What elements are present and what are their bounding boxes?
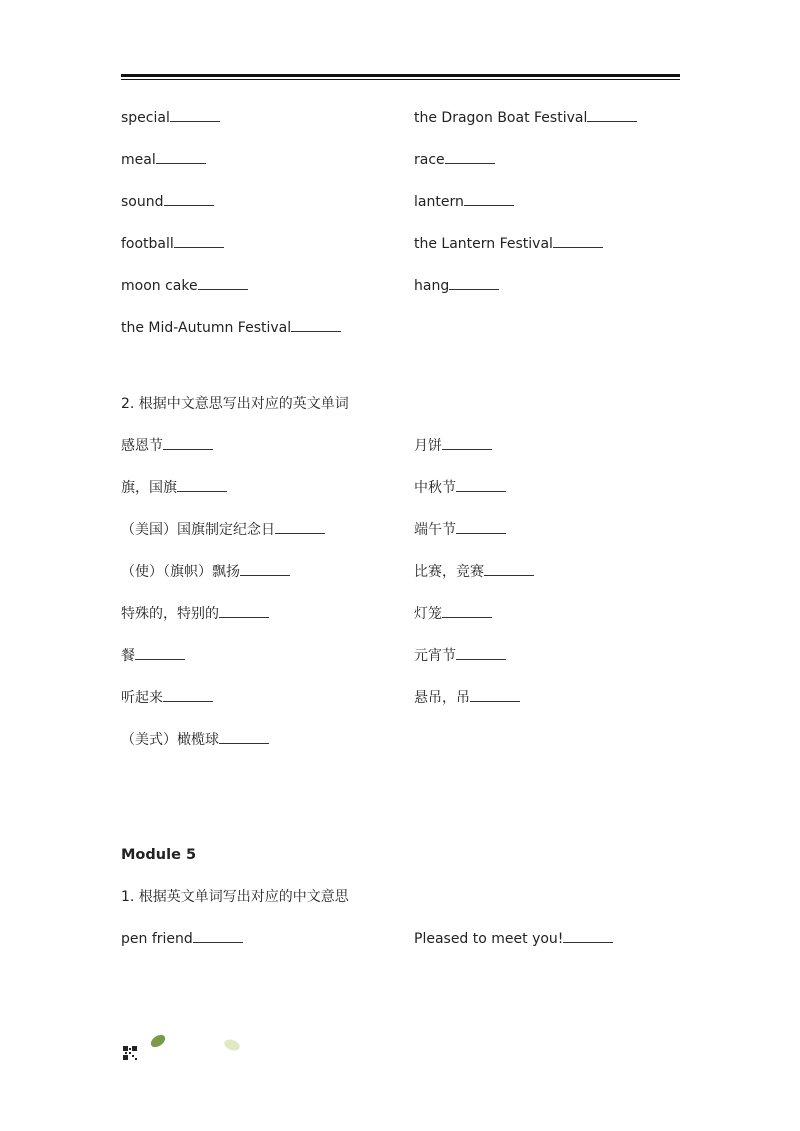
vocab-item: 旗，国旗: [121, 478, 227, 498]
vocab-item: the Dragon Boat Festival: [414, 108, 637, 128]
qr-code-icon: [123, 1046, 137, 1060]
answer-blank[interactable]: [449, 276, 499, 290]
vocab-item: （使）（旗帜）飘扬: [121, 562, 290, 582]
answer-blank[interactable]: [456, 520, 506, 534]
header-rule-thin: [121, 79, 680, 80]
vocab-item: 端午节: [414, 520, 506, 540]
leaf-decoration-icon: [223, 1038, 241, 1053]
answer-blank[interactable]: [456, 646, 506, 660]
answer-blank[interactable]: [193, 929, 243, 943]
answer-blank[interactable]: [164, 192, 214, 206]
vocab-item: special: [121, 108, 220, 128]
answer-blank[interactable]: [553, 234, 603, 248]
vocab-item: 中秋节: [414, 478, 506, 498]
vocab-item: 特殊的，特别的: [121, 604, 269, 624]
vocab-item: （美式）橄榄球: [121, 730, 269, 750]
answer-blank[interactable]: [484, 562, 534, 576]
answer-blank[interactable]: [135, 646, 185, 660]
vocab-item: the Mid-Autumn Festival: [121, 318, 341, 338]
answer-blank[interactable]: [445, 150, 495, 164]
vocab-item: football: [121, 234, 224, 254]
section-heading: 2. 根据中文意思写出对应的英文单词: [121, 396, 349, 412]
vocab-item: 灯笼: [414, 604, 492, 624]
answer-blank[interactable]: [442, 604, 492, 618]
answer-blank[interactable]: [240, 562, 290, 576]
vocab-item: 月饼: [414, 436, 492, 456]
answer-blank[interactable]: [219, 730, 269, 744]
vocab-item: lantern: [414, 192, 514, 212]
answer-blank[interactable]: [563, 929, 613, 943]
answer-blank[interactable]: [156, 150, 206, 164]
vocab-item: （美国）国旗制定纪念日: [121, 520, 325, 540]
answer-blank[interactable]: [163, 688, 213, 702]
answer-blank[interactable]: [442, 436, 492, 450]
module-title: Module 5: [121, 847, 197, 863]
vocab-item: race: [414, 150, 495, 170]
vocab-item: meal: [121, 150, 206, 170]
vocab-item: pen friend: [121, 929, 243, 949]
answer-blank[interactable]: [163, 436, 213, 450]
answer-blank[interactable]: [275, 520, 325, 534]
answer-blank[interactable]: [170, 108, 220, 122]
vocab-item: 餐: [121, 646, 185, 666]
section-heading: 1. 根据英文单词写出对应的中文意思: [121, 889, 349, 905]
answer-blank[interactable]: [291, 318, 341, 332]
answer-blank[interactable]: [177, 478, 227, 492]
vocab-item: moon cake: [121, 276, 248, 296]
vocab-item: sound: [121, 192, 214, 212]
vocab-item: Pleased to meet you!: [414, 929, 613, 949]
answer-blank[interactable]: [470, 688, 520, 702]
answer-blank[interactable]: [198, 276, 248, 290]
header-rule-thick: [121, 74, 680, 77]
leaf-decoration-icon: [149, 1032, 168, 1049]
vocab-item: the Lantern Festival: [414, 234, 603, 254]
answer-blank[interactable]: [464, 192, 514, 206]
vocab-item: 悬吊，吊: [414, 688, 520, 708]
vocab-item: 比赛，竞赛: [414, 562, 534, 582]
vocab-item: 听起来: [121, 688, 213, 708]
answer-blank[interactable]: [219, 604, 269, 618]
answer-blank[interactable]: [587, 108, 637, 122]
vocab-item: 感恩节: [121, 436, 213, 456]
vocab-item: hang: [414, 276, 499, 296]
vocab-item: 元宵节: [414, 646, 506, 666]
answer-blank[interactable]: [456, 478, 506, 492]
answer-blank[interactable]: [174, 234, 224, 248]
